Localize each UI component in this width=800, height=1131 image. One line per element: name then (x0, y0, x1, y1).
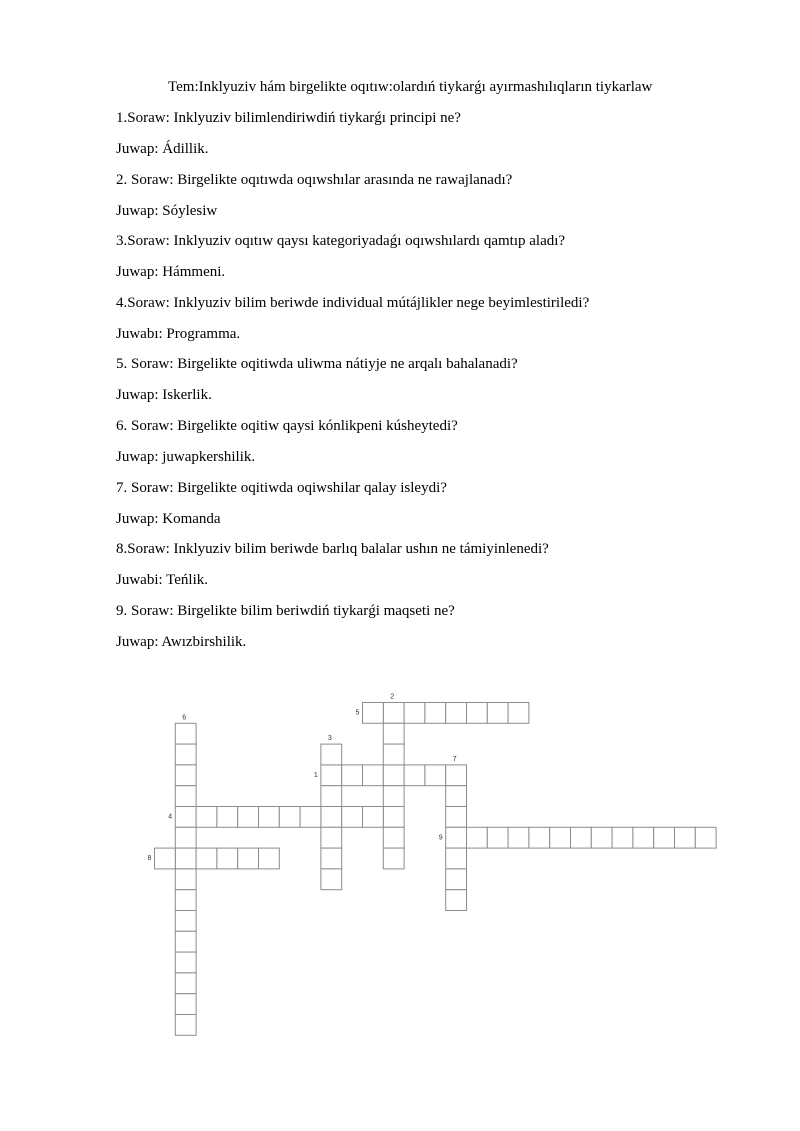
crossword-cell[interactable] (383, 848, 404, 869)
crossword-cell[interactable] (404, 765, 425, 786)
crossword-cell[interactable] (321, 744, 342, 765)
crossword-cell[interactable] (383, 765, 404, 786)
crossword-cell[interactable] (175, 723, 196, 744)
answer-2: Juwap: Sóylesiw (116, 203, 218, 219)
answer-4: Juwabı: Programma. (116, 326, 241, 342)
crossword-cell[interactable] (383, 744, 404, 765)
question-9: 9. Soraw: Birgelikte bilim beriwdiń tiykarǵi maqseti ne? (116, 603, 455, 619)
clue-number-8: 8 (147, 855, 152, 863)
crossword-cell[interactable] (383, 827, 404, 848)
crossword-cell[interactable] (196, 848, 217, 869)
crossword-cell[interactable] (383, 786, 404, 807)
question-1: 1.Soraw: Inklyuziv bilimlendiriwdiń tiykarǵı principi ne? (116, 110, 461, 126)
crossword-cell[interactable] (175, 1015, 196, 1036)
answer-7: Juwap: Komanda (116, 511, 221, 527)
crossword-cell[interactable] (175, 952, 196, 973)
question-3: 3.Soraw: Inklyuziv oqıtıw qaysı kategoriyadaǵı oqıwshılardı qamtıp aladı? (116, 233, 566, 249)
clue-number-2: 2 (390, 693, 395, 701)
answer-3: Juwap: Hámmeni. (116, 264, 226, 280)
crossword-cell[interactable] (175, 911, 196, 932)
crossword-cell[interactable] (446, 786, 467, 807)
answer-6: Juwap: juwapkershilik. (116, 449, 256, 465)
crossword-cell[interactable] (675, 827, 696, 848)
crossword-cell[interactable] (446, 765, 467, 786)
crossword-cell[interactable] (425, 703, 446, 724)
question-5: 5. Soraw: Birgelikte oqitiwda uliwma nátiyje ne arqalı bahalanadi? (116, 356, 518, 372)
crossword-cell[interactable] (175, 744, 196, 765)
crossword-cell[interactable] (321, 827, 342, 848)
crossword-cell[interactable] (654, 827, 675, 848)
crossword-cell[interactable] (217, 807, 238, 828)
crossword-cell[interactable] (279, 807, 300, 828)
crossword-cell[interactable] (321, 807, 342, 828)
question-6: 6. Soraw: Birgelikte oqitiw qaysi kónlikpeni kúsheytedi? (116, 418, 458, 434)
crossword-cell[interactable] (383, 703, 404, 724)
crossword-cell[interactable] (175, 994, 196, 1015)
crossword-cell[interactable] (300, 807, 321, 828)
crossword-cell[interactable] (446, 827, 467, 848)
crossword-cell[interactable] (446, 869, 467, 890)
crossword-cell[interactable] (259, 807, 280, 828)
crossword-cell[interactable] (383, 807, 404, 828)
crossword-cell[interactable] (404, 703, 425, 724)
question-7: 7. Soraw: Birgelikte oqitiwda oqiwshilar qalay isleydi? (116, 480, 447, 496)
crossword-cell[interactable] (175, 869, 196, 890)
crossword-cell[interactable] (175, 786, 196, 807)
crossword-cell[interactable] (363, 807, 384, 828)
crossword-cell[interactable] (508, 827, 529, 848)
answer-9: Juwap: Awızbirshilik. (116, 634, 247, 650)
question-4: 4.Soraw: Inklyuziv bilim beriwde individual mútájlikler nege beyimlestiriledi? (116, 295, 590, 311)
crossword-cell[interactable] (446, 848, 467, 869)
clue-number-7: 7 (452, 755, 457, 763)
document-title: Tem:Inklyuziv hám birgelikte oqıtıw:olardıń tiykarǵı ayırmashılıqların tiykarlaw (168, 79, 653, 95)
crossword-cell[interactable] (446, 890, 467, 911)
answer-5: Juwap: Iskerlik. (116, 387, 212, 403)
crossword-cell[interactable] (508, 703, 529, 724)
crossword-cell[interactable] (321, 848, 342, 869)
crossword-cell[interactable] (612, 827, 633, 848)
crossword-cell[interactable] (467, 703, 488, 724)
crossword-cell[interactable] (487, 703, 508, 724)
crossword-cell[interactable] (342, 807, 363, 828)
crossword-cell[interactable] (175, 807, 196, 828)
answer-8: Juwabi: Teńlik. (116, 572, 208, 588)
crossword-cell[interactable] (695, 827, 716, 848)
crossword-cell[interactable] (175, 848, 196, 869)
crossword-cell[interactable] (633, 827, 654, 848)
crossword-cell[interactable] (175, 931, 196, 952)
crossword-cell[interactable] (363, 703, 384, 724)
crossword-cell[interactable] (467, 827, 488, 848)
crossword-cell[interactable] (155, 848, 176, 869)
crossword-cell[interactable] (175, 973, 196, 994)
crossword-cell[interactable] (571, 827, 592, 848)
crossword-cell[interactable] (175, 765, 196, 786)
crossword-cell[interactable] (342, 765, 363, 786)
crossword-cell[interactable] (383, 723, 404, 744)
crossword-cell[interactable] (196, 807, 217, 828)
crossword-cell[interactable] (259, 848, 280, 869)
question-2: 2. Soraw: Birgelikte oqıtıwda oqıwshılar arasında ne rawajlanadı? (116, 172, 513, 188)
clue-number-6: 6 (182, 714, 187, 722)
crossword-cell[interactable] (321, 786, 342, 807)
clue-number-3: 3 (327, 735, 332, 743)
crossword-cell[interactable] (217, 848, 238, 869)
crossword-cell[interactable] (487, 827, 508, 848)
clue-number-9: 9 (438, 834, 443, 842)
crossword-cell[interactable] (238, 848, 259, 869)
crossword-cell[interactable] (550, 827, 571, 848)
crossword-cell[interactable] (446, 807, 467, 828)
crossword-cell[interactable] (591, 827, 612, 848)
crossword-cell[interactable] (363, 765, 384, 786)
crossword-cell[interactable] (321, 869, 342, 890)
clue-number-4: 4 (168, 813, 173, 821)
crossword-cell[interactable] (321, 765, 342, 786)
crossword-cell[interactable] (175, 827, 196, 848)
crossword-cell[interactable] (529, 827, 550, 848)
crossword-cell[interactable] (446, 703, 467, 724)
crossword-cell[interactable] (238, 807, 259, 828)
crossword-cell[interactable] (425, 765, 446, 786)
clue-number-1: 1 (313, 771, 318, 779)
answer-1: Juwap: Ádillik. (116, 141, 209, 157)
question-8: 8.Soraw: Inklyuziv bilim beriwde barlıq balalar ushın ne támiyinlenedi? (116, 541, 549, 557)
clue-number-5: 5 (355, 709, 360, 717)
crossword-cell[interactable] (175, 890, 196, 911)
